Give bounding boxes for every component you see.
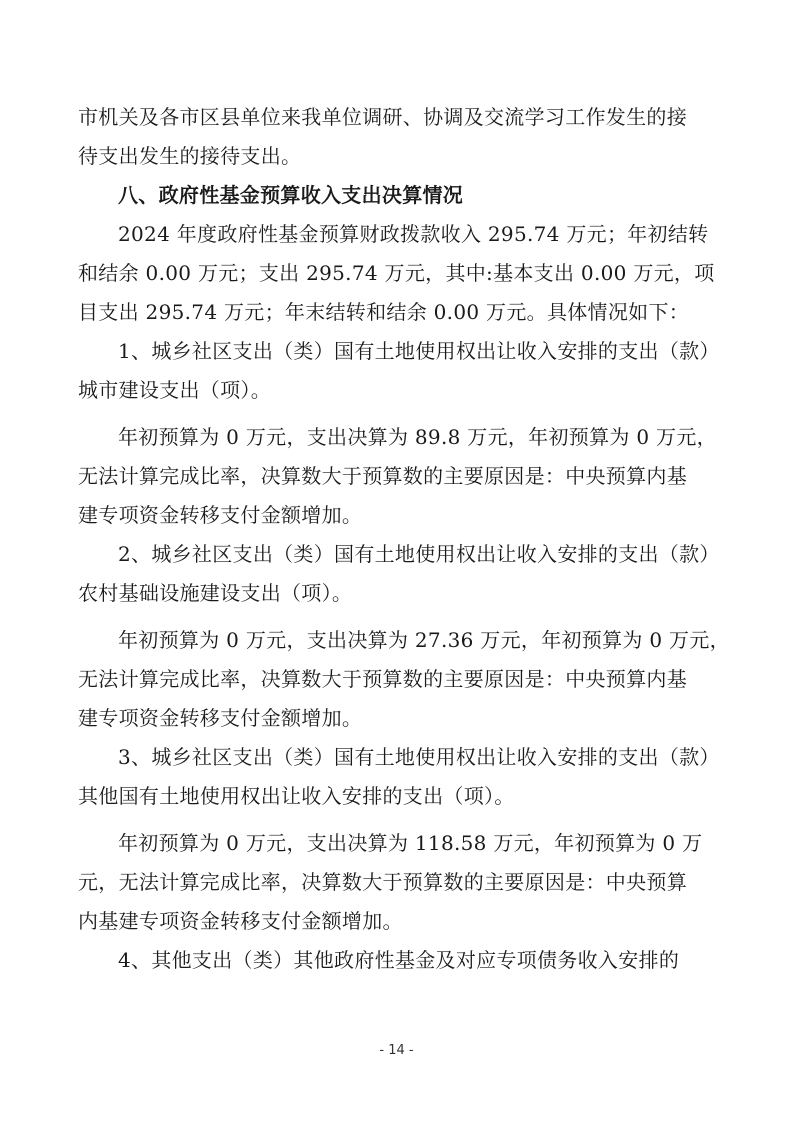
spacer — [78, 410, 718, 418]
text-line: 元，无法计算完成比率，决算数大于预算数的主要原因是：中央预算 — [78, 870, 687, 894]
item-1-detail — [78, 418, 718, 535]
text-line: 市机关及各市区县单位来我单位调研、协调及交流学习工作发生的接 — [78, 105, 687, 129]
heading-text: 八、政府性基金预算收入支出决算情况 — [118, 183, 464, 207]
item-3-title — [78, 738, 718, 816]
text-line: 2024 年度政府性基金预算财政拨款收入 295.74 万元；年初结转 — [118, 222, 709, 246]
item-1-title — [78, 332, 718, 410]
spacer — [78, 816, 718, 824]
text-line: 2、城乡社区支出（类）国有土地使用权出让收入安排的支出（款） — [118, 542, 720, 566]
text-line: 年初预算为 0 万元，支出决算为 118.58 万元，年初预算为 0 万 — [118, 831, 703, 855]
page-number: - 14 - — [379, 1043, 414, 1058]
text-line: 年初预算为 0 万元，支出决算为 27.36 万元，年初预算为 0 万元， — [118, 628, 730, 652]
text-line: 内基建专项资金转移支付金额增加。 — [78, 909, 403, 933]
item-2-title — [78, 535, 718, 613]
text-line: 无法计算完成比率，决算数大于预算数的主要原因是：中央预算内基 — [78, 464, 687, 488]
text-line: 年初预算为 0 万元，支出决算为 89.8 万元，年初预算为 0 万元， — [118, 425, 717, 449]
text-line: 3、城乡社区支出（类）国有土地使用权出让收入安排的支出（款） — [118, 745, 720, 769]
section-heading-government-fund — [78, 176, 718, 215]
page-body — [78, 98, 730, 980]
text-line: 目支出 295.74 万元；年末结转和结余 0.00 万元。具体情况如下： — [78, 300, 690, 324]
text-line: 建专项资金转移支付金额增加。 — [78, 706, 363, 730]
paragraph-reception-expense — [78, 98, 718, 176]
text-line: 建专项资金转移支付金额增加。 — [78, 503, 363, 527]
text-line: 城市建设支出（项）。 — [78, 378, 271, 402]
text-line: 和结余 0.00 万元；支出 295.74 万元，其中:基本支出 0.00 万元，项 — [78, 261, 715, 285]
text-line: 无法计算完成比率，决算数大于预算数的主要原因是：中央预算内基 — [78, 667, 687, 691]
text-line: 农村基础设施建设支出（项）。 — [78, 581, 353, 605]
text-line: 待支出发生的接待支出。 — [78, 144, 302, 168]
item-3-detail — [78, 824, 718, 941]
text-line: 1、城乡社区支出（类）国有土地使用权出让收入安排的支出（款） — [118, 339, 720, 363]
spacer — [78, 613, 718, 621]
paragraph-fund-summary — [78, 215, 718, 332]
item-4-title — [78, 941, 718, 980]
item-2-detail — [78, 621, 730, 738]
text-line: 4、其他支出（类）其他政府性基金及对应专项债务收入安排的 — [118, 948, 680, 972]
text-line: 其他国有土地使用权出让收入安排的支出（项）。 — [78, 784, 515, 808]
